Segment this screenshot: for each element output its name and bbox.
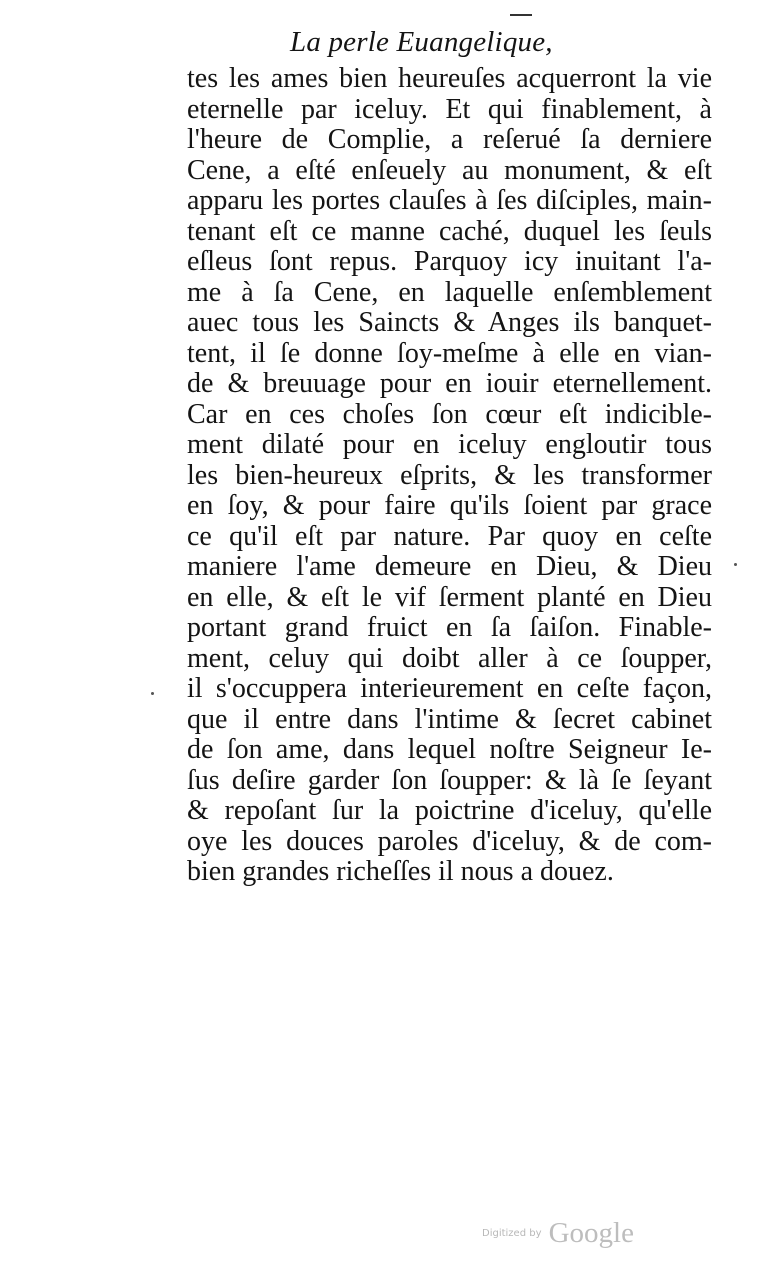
text-line: ſus deſire garder ſon ſoupper: & là ſe ſeyant: [187, 764, 712, 796]
text-line: tenant eſt ce manne caché, duquel les ſeuls: [187, 215, 712, 247]
text-line: Cene, a eſté enſeuely au monument, & eſt: [187, 154, 712, 186]
text-line: il s'occuppera interieurement en ceſte façon,: [187, 673, 712, 704]
text-line: ment, celuy qui doibt aller à ce ſoupper,: [187, 642, 712, 674]
text-line: que il entre dans l'intime & ſecret cabinet: [187, 703, 712, 735]
text-line: apparu les portes clauſes à ſes diſciples, main-: [187, 185, 712, 216]
text-line: me à ſa Cene, en laquelle enſemblement: [187, 276, 712, 308]
text-line: ment dilaté pour en iceluy engloutir tous: [187, 429, 712, 460]
text-line: bien grandes richeſſes il nous a douez.: [187, 856, 614, 887]
printer-mark: [510, 14, 532, 16]
text-line: de & breuuage pour en iouir eternellement.: [187, 368, 712, 399]
text-line: & repoſant ſur la poictrine d'iceluy, qu'elle: [187, 795, 712, 826]
text-line: maniere l'ame demeure en Dieu, & Dieu: [187, 551, 712, 582]
ink-speck: [734, 563, 737, 566]
text-line: portant grand fruict en ſa ſaiſon. Finable-: [187, 612, 712, 643]
text-line: Car en ces choſes ſon cœur eſt indicible-: [187, 398, 712, 430]
watermark-prefix: Digitized by: [482, 1228, 542, 1239]
text-line: en elle, & eſt le vif ſerment planté en Dieu: [187, 581, 712, 613]
text-line: eſleus ſont repus. Parquoy icy inuitant l'a-: [187, 246, 712, 277]
text-line: les bien-heureux eſprits, & les transformer: [187, 459, 712, 491]
digitized-watermark: [482, 1217, 682, 1250]
google-logo: Google: [548, 1217, 634, 1249]
text-line: tes les ames bien heureuſes acquerront la vie: [187, 63, 712, 94]
text-line: ce qu'il eſt par nature. Par quoy en ceſte: [187, 520, 712, 552]
text-line: l'heure de Complie, a reſerué ſa derniere: [187, 124, 712, 155]
text-line: en ſoy, & pour faire qu'ils ſoient par grace: [187, 490, 712, 521]
body-text: [187, 64, 712, 888]
running-head: La perle Euangelique,: [290, 26, 553, 58]
text-line: oye les douces paroles d'iceluy, & de com-: [187, 825, 712, 857]
text-line: tent, il ſe donne ſoy-meſme à elle en vian-: [187, 337, 712, 369]
text-line: auec tous les Saincts & Anges ils banquet-: [187, 307, 712, 338]
ink-speck: [151, 692, 154, 695]
text-line: eternelle par iceluy. Et qui finablement, à: [187, 93, 712, 125]
text-line: de ſon ame, dans lequel noſtre Seigneur Ie-: [187, 734, 712, 765]
